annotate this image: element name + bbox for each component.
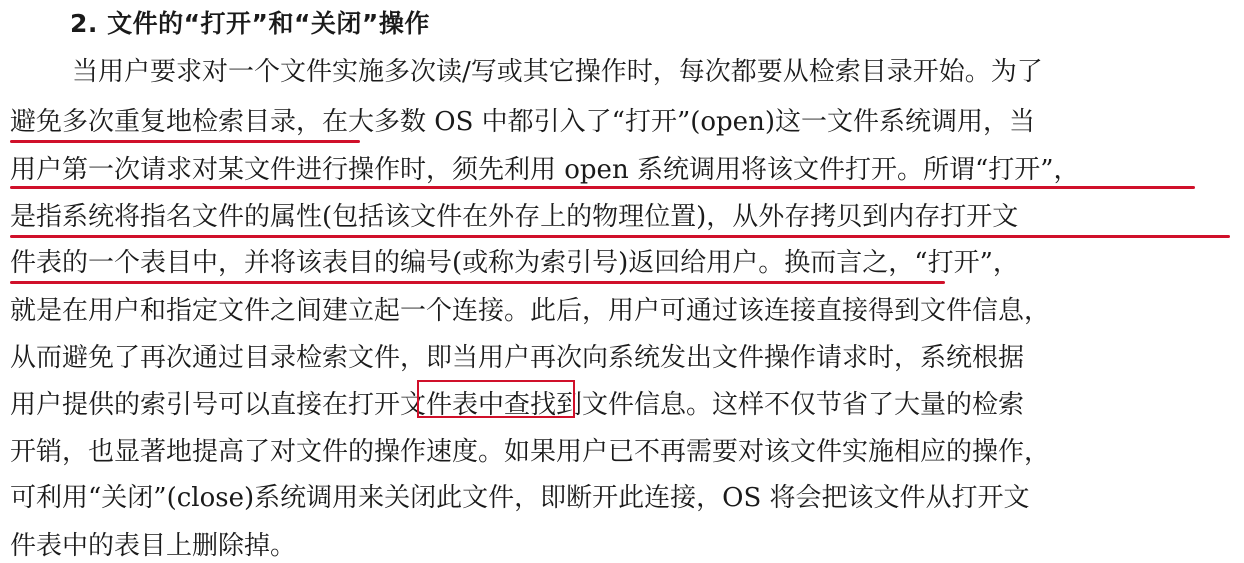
paragraph-line-10: 可利用“关闭”(close)系统调用来关闭此文件，即断开此连接，OS 将会把该文件从打开文 [10, 483, 1030, 513]
paragraph-line-8: 用户提供的索引号可以直接在打开文件表中查找到文件信息。这样不仅节省了大量的检索 [10, 390, 1025, 420]
paragraph-line-5: 件表的一个表目中，并将该表目的编号(或称为索引号)返回给用户。换而言之，“打开”， [10, 248, 1019, 278]
red-underline-annotation [10, 235, 1230, 238]
red-underline-annotation [10, 281, 945, 284]
section-heading: 2. 文件的“打开”和“关闭”操作 [70, 9, 430, 38]
red-box-annotation [417, 380, 575, 418]
red-underline-annotation [10, 186, 1195, 189]
paragraph-line-4: 是指系统将指名文件的属性(包括该文件在外存上的物理位置)，从外存拷贝到内存打开文 [10, 202, 1019, 232]
paragraph-line-2: 避免多次重复地检索目录，在大多数 OS 中都引入了“打开”(open)这一文件系统调用，当 [10, 107, 1035, 137]
paragraph-line-6: 就是在用户和指定文件之间建立起一个连接。此后，用户可通过该连接直接得到文件信息， [10, 296, 1051, 326]
paragraph-line-7: 从而避免了再次通过目录检索文件，即当用户再次向系统发出文件操作请求时，系统根据 [10, 343, 1025, 373]
paragraph-line-1: 当用户要求对一个文件实施多次读/写或其它操作时，每次都要从检索目录开始。为了 [72, 57, 1043, 87]
red-underline-annotation [10, 140, 360, 143]
paragraph-line-11: 件表中的表目上删除掉。 [10, 531, 297, 561]
paragraph-line-9: 开销，也显著地提高了对文件的操作速度。如果用户已不再需要对该文件实施相应的操作， [10, 437, 1051, 467]
paragraph-line-3: 用户第一次请求对某文件进行操作时，须先利用 open 系统调用将该文件打开。所谓“打开”， [10, 155, 1080, 185]
